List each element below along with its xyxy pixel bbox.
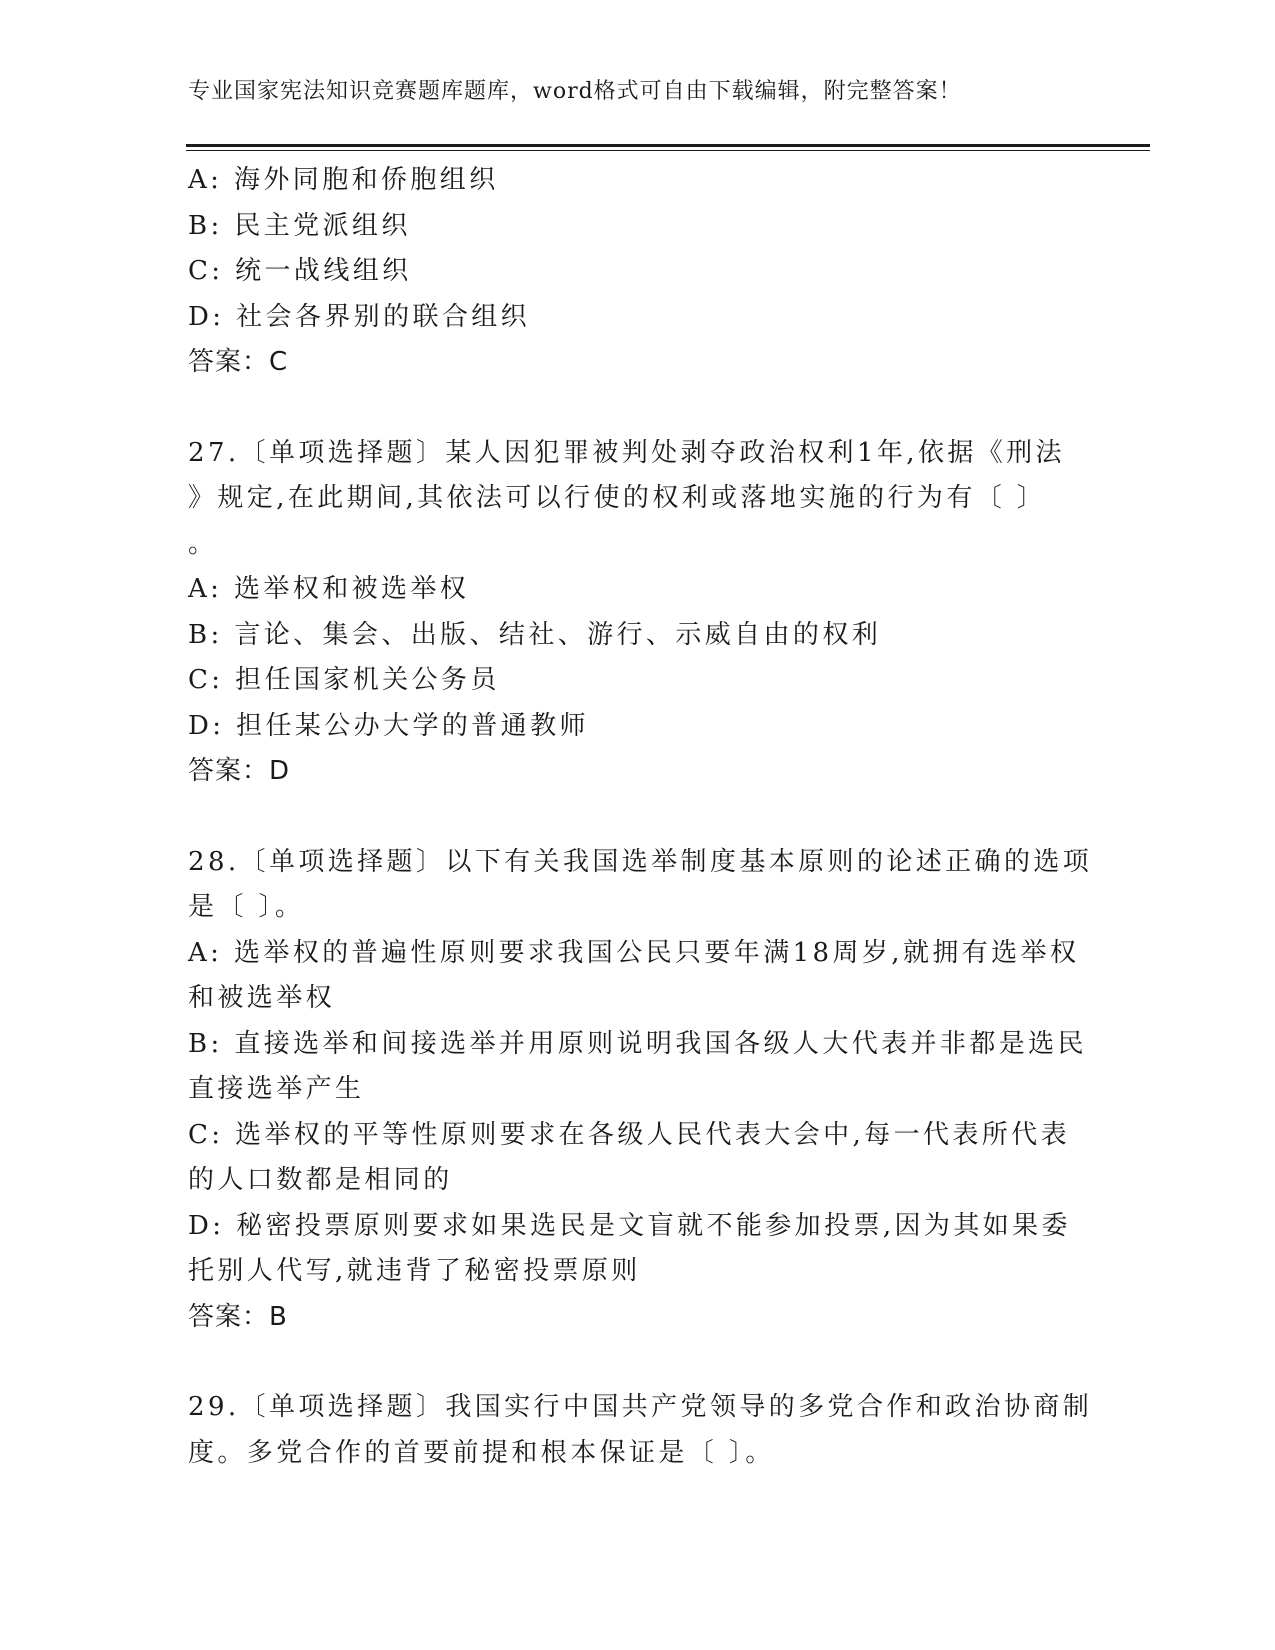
header-divider xyxy=(186,144,1150,147)
q27-option-c: C: 担任国家机关公务员 xyxy=(188,665,500,695)
q28-question-line: 28.〔单项选择题〕以下有关我国选举制度基本原则的论述正确的选项 xyxy=(188,846,1093,877)
q28-option-d-cont: 托别人代写,就违背了秘密投票原则 xyxy=(188,1256,641,1286)
q27-option-d: D: 担任某公办大学的普通教师 xyxy=(188,710,589,741)
header-divider-thin xyxy=(186,150,1150,151)
q28-option-b-cont: 直接选举产生 xyxy=(188,1074,365,1104)
question-27-block xyxy=(188,431,1078,795)
q26-option-b: B: 民主党派组织 xyxy=(188,210,411,241)
q26-option-d: D: 社会各界别的联合组织 xyxy=(188,301,531,332)
q27-answer: 答案：D xyxy=(188,756,291,786)
q26-answer: 答案：C xyxy=(188,347,289,377)
question-26-block xyxy=(188,158,1078,386)
q28-option-c: C: 选举权的平等性原则要求在各级人民代表大会中,每一代表所代表 xyxy=(188,1119,1070,1150)
document-body xyxy=(188,158,1093,1476)
q27-option-a: A: 选举权和被选举权 xyxy=(188,574,470,604)
q28-option-c-cont: 的人口数都是相同的 xyxy=(188,1165,453,1195)
q28-option-a-cont: 和被选举权 xyxy=(188,983,336,1013)
q27-question-line: 。 xyxy=(188,528,218,559)
q27-question-line: 27.〔单项选择题〕某人因犯罪被判处剥夺政治权利1年,依据《刑法 xyxy=(188,437,1065,468)
q26-option-c: C: 统一战线组织 xyxy=(188,256,412,286)
question-28-block xyxy=(188,840,1093,1341)
q28-option-b: B: 直接选举和间接选举并用原则说明我国各级人大代表并非都是选民 xyxy=(188,1028,1087,1059)
q28-question-line: 是〔 〕。 xyxy=(188,892,305,922)
q28-answer: 答案：B xyxy=(188,1301,288,1332)
q27-option-b: B: 言论、集会、出版、结社、游行、示威自由的权利 xyxy=(188,619,882,650)
q28-option-a: A: 选举权的普遍性原则要求我国公民只要年满18周岁,就拥有选举权 xyxy=(188,937,1080,968)
q26-option-a: A: 海外同胞和侨胞组织 xyxy=(188,165,499,195)
q29-question-line: 度。多党合作的首要前提和根本保证是〔 〕。 xyxy=(188,1437,775,1468)
q28-option-d: D: 秘密投票原则要求如果选民是文盲就不能参加投票,因为其如果委 xyxy=(188,1210,1071,1241)
page-header: 专业国家宪法知识竞赛题库题库，word格式可自由下载编辑，附完整答案！ xyxy=(188,79,962,104)
q29-question-line: 29.〔单项选择题〕我国实行中国共产党领导的多党合作和政治协商制 xyxy=(188,1392,1093,1422)
q27-question-line: 》规定,在此期间,其依法可以行使的权利或落地实施的行为有〔 〕 xyxy=(188,483,1047,513)
question-29-block xyxy=(188,1385,1093,1476)
